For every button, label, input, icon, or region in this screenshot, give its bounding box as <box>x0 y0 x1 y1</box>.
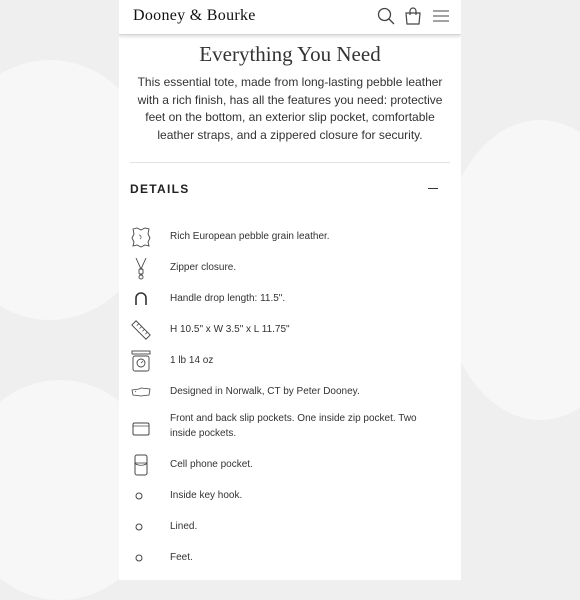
site-header <box>119 0 461 35</box>
feature-text: Inside key hook. <box>170 490 243 501</box>
feature-text: H 10.5" x W 3.5" x L 11.75" <box>170 324 290 335</box>
handle-icon <box>129 287 153 311</box>
details-accordion-header[interactable]: DETAILS <box>130 182 190 196</box>
circle-bullet-icon <box>129 515 153 539</box>
feature-text: Designed in Norwalk, CT by Peter Dooney. <box>170 386 360 397</box>
background-blob <box>440 120 580 420</box>
feature-text: Zipper closure. <box>170 262 237 273</box>
feature-text: Cell phone pocket. <box>170 459 253 470</box>
feature-text: Rich European pebble grain leather. <box>170 231 330 242</box>
scale-icon <box>129 349 153 373</box>
map-icon <box>129 380 153 404</box>
feature-text: Lined. <box>170 521 198 532</box>
cell-phone-pocket-icon <box>129 453 153 477</box>
feature-text: Feet. <box>170 552 193 563</box>
divider <box>130 162 450 163</box>
feature-text: Handle drop length: 11.5". <box>170 293 286 304</box>
product-description: This essential tote, made from long-lasting pebble leather with a rich finish, has all the features you need: protective feet on the bottom, an exterior slip pocket, comfortable leather straps, and a zippered closure for security. <box>137 75 443 142</box>
circle-bullet-icon <box>129 484 153 508</box>
menu-icon[interactable] <box>431 6 451 26</box>
section-heading: Everything You Need <box>199 42 381 66</box>
minus-icon[interactable] <box>425 181 441 197</box>
logo-text: Dooney & Bourke <box>133 7 256 24</box>
leather-hide-icon <box>129 225 153 249</box>
mobile-page <box>119 0 461 580</box>
feature-text: 1 lb 14 oz <box>170 355 214 366</box>
search-icon[interactable] <box>376 6 396 26</box>
pocket-icon <box>129 417 153 441</box>
shopping-bag-icon[interactable] <box>403 6 423 26</box>
feature-text: Front and back slip pockets. One inside zip pocket. Two inside pockets. <box>170 413 417 439</box>
circle-bullet-icon <box>129 546 153 570</box>
zipper-icon <box>129 256 153 280</box>
ruler-icon <box>129 318 153 342</box>
brand-logo[interactable] <box>133 7 256 25</box>
